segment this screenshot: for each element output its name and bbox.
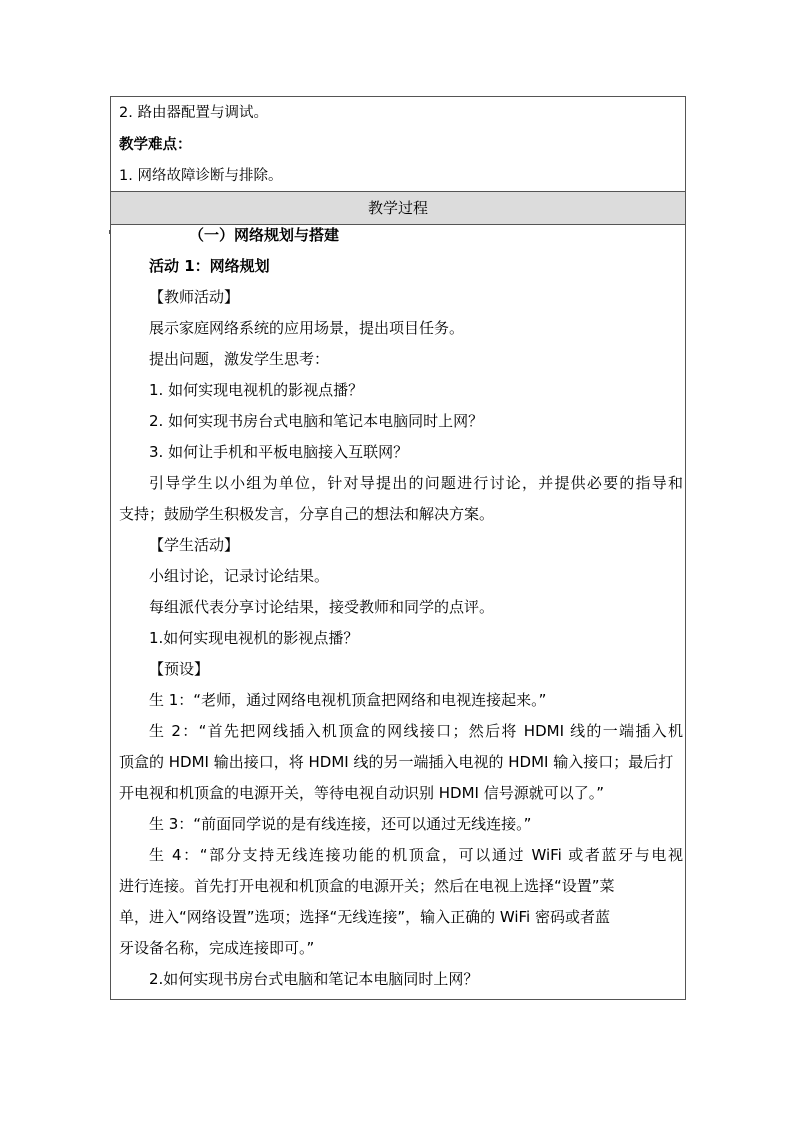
lesson-plan-table: [110, 96, 686, 1000]
difficulty-heading: 教学难点：: [119, 137, 192, 153]
section-title: （一）网络规划与搭建: [189, 226, 340, 244]
answer-4-line: 进行连接。首先打开电视和机顶盒的电源开关；然后在电视上选择“设置”菜: [119, 877, 615, 895]
question-3: 3. 如何让手机和平板电脑接入互联网？: [149, 443, 409, 461]
paragraph: 每组派代表分享讨论结果，接受教师和同学的点评。: [149, 598, 495, 616]
answer-2-line: 生 2：“首先把网线插入机顶盒的网线接口；然后将 HDMI 线的一端插入机: [149, 722, 683, 740]
answer-1: 生 1：“老师，通过网络电视机顶盒把网络和电视连接起来。”: [149, 691, 547, 709]
answer-4-line: 牙设备名称，完成连接即可。”: [119, 939, 315, 957]
difficulty-point-1: 1. 网络故障诊断与排除。: [119, 168, 283, 184]
student-question-2: 2.如何实现书房台式电脑和笔记本电脑同时上网？: [149, 970, 479, 988]
answer-2-line: 开电视和机顶盒的电源开关，等待电视自动识别 HDMI 信号源就可以了。”: [119, 784, 605, 802]
activity-title: 活动 1：网络规划: [149, 257, 270, 275]
key-points-cell: [111, 97, 685, 192]
paragraph: 支持；鼓励学生积极发言，分享自己的想法和解决方案。: [119, 505, 495, 523]
answer-3: 生 3：“前面同学说的是有线连接，还可以通过无线连接。”: [149, 815, 532, 833]
answer-2-line: 顶盒的 HDMI 输出接口，将 HDMI 线的另一端插入电视的 HDMI 输入接口；最后打: [119, 753, 674, 771]
question-1: 1. 如何实现电视机的影视点播？: [149, 381, 364, 399]
answer-4-line: 单，进入“网络设置”选项；选择“无线连接”，输入正确的 WiFi 密码或者蓝: [119, 908, 610, 926]
process-cell: [111, 225, 685, 1001]
question-2: 2. 如何实现书房台式电脑和笔记本电脑同时上网？: [149, 412, 484, 430]
paragraph: 展示家庭网络系统的应用场景，提出项目任务。: [149, 319, 465, 337]
paragraph: 小组讨论，记录讨论结果。: [149, 567, 330, 585]
key-point-2: 2. 路由器配置与调试。: [119, 105, 268, 121]
student-activity-label: 【学生活动】: [149, 536, 240, 554]
student-question-1: 1.如何实现电视机的影视点播？: [149, 629, 359, 647]
answer-4-line: 生 4：“部分支持无线连接功能的机顶盒，可以通过 WiFi 或者蓝牙与电视: [149, 846, 683, 864]
paragraph: 引导学生以小组为单位，针对导提出的问题进行讨论，并提供必要的指导和: [149, 474, 683, 492]
teacher-activity-label: 【教师活动】: [149, 288, 240, 306]
paragraph: 提出问题，激发学生思考：: [149, 350, 330, 368]
preset-label: 【预设】: [149, 660, 210, 678]
process-header: 教学过程: [111, 192, 685, 225]
